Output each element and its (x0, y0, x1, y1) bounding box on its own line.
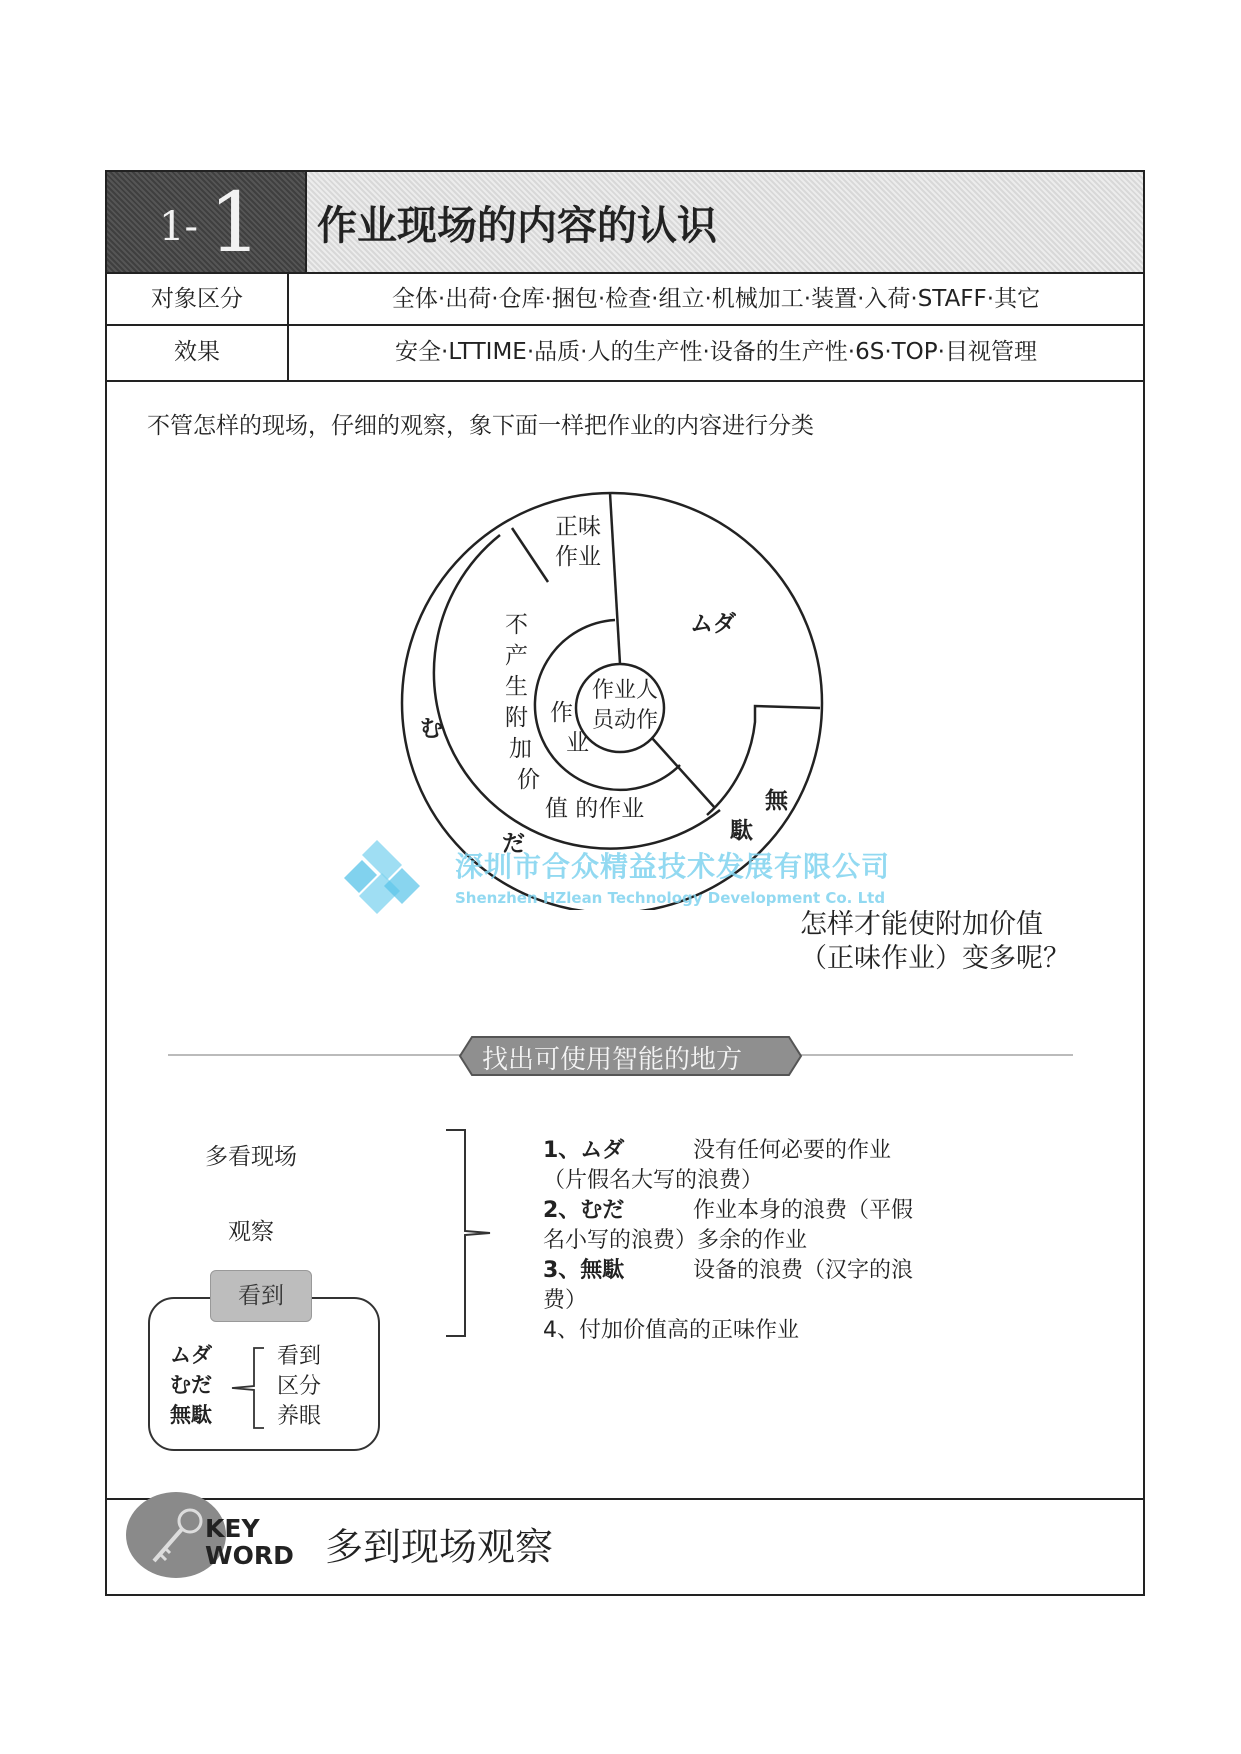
watermark-text-en: Shenzhen HZlean Technology Development Co. Ltd (455, 889, 886, 907)
observe-item-2: 观察 (228, 1219, 274, 1245)
keyword-text: 多到现场观察 (325, 1525, 554, 1569)
list-item-text: 作业本身的浪费（平假 (693, 1198, 914, 1223)
diagram-text: 附 (505, 705, 528, 731)
company-logo-icon (342, 838, 440, 918)
list-item-prefix: 3、無駄 (543, 1258, 625, 1283)
list-item (543, 1136, 913, 1166)
diagram-text: 员动作 (592, 708, 659, 733)
info-row-target (107, 272, 1143, 326)
keyword-divider (107, 1498, 1143, 1500)
info-row-label: 对象区分 (107, 274, 289, 326)
info-row-value: 安全·LTTIME·品质·人的生产性·设备的生产性·6S·TOP·目视管理 (395, 339, 1037, 365)
section-number-main: 1 (209, 176, 262, 271)
diagram-text: 作业人 (592, 678, 659, 703)
info-row-effect (107, 324, 1143, 382)
keyword-label-line: WORD (205, 1541, 294, 1570)
list-item-text: 设备的浪费（汉字的浪 (693, 1258, 914, 1283)
diagram-label-center (592, 676, 658, 736)
diagram-label-muda-hiragana-2: だ (502, 831, 525, 857)
diagram-label-muda-kanji-1: 無 (765, 788, 788, 814)
list-item-prefix: 1、ムダ (543, 1138, 625, 1163)
list-item-text: 没有任何必要的作业 (693, 1138, 892, 1163)
diagram-label-net-work (555, 512, 601, 572)
divider-line (512, 528, 548, 582)
diagram-label-work-1: 作 (550, 700, 573, 726)
question-line: 怎样才能使附加价值 (800, 909, 1043, 940)
diagram-label-non-value (505, 610, 540, 796)
page-title-bar (305, 172, 1143, 272)
large-brace-icon (440, 1128, 500, 1338)
divider-line (610, 493, 620, 664)
observe-item-1: 多看现场 (205, 1144, 297, 1170)
list-item-prefix: 4、付加价值高的正味作业 (543, 1318, 799, 1343)
list-item (543, 1316, 913, 1346)
question-line: （正味作业）变多呢？ (800, 943, 1070, 974)
key-icon (148, 1505, 208, 1569)
diagram-text: 产 (505, 643, 528, 669)
diagram-label-muda-katakana: ムダ (690, 611, 736, 637)
section-banner-text: 找出可使用智能的地方 (482, 1045, 743, 1075)
box-right-item: 区分 (277, 1374, 322, 1399)
diagram-label-work-2: 业 (566, 730, 589, 756)
box-right-list (277, 1342, 321, 1432)
box-left-item: 無駄 (170, 1403, 212, 1427)
keyword-label-line: KEY (205, 1514, 260, 1543)
list-item-prefix: 2、むだ (543, 1198, 625, 1223)
intro-text: 不管怎样的现场，仔细的观察，象下面一样把作业的内容进行分类 (147, 413, 814, 439)
divider-line (652, 738, 715, 808)
diagram-text: 价 (517, 767, 540, 793)
question-text (800, 908, 1070, 976)
muda-divider (707, 706, 820, 815)
watermark-text-cn: 深圳市合众精益技术发展有限公司 (455, 850, 891, 883)
list-item-continuation: （片假名大写的浪费） (543, 1168, 764, 1193)
section-number (107, 172, 305, 272)
info-row-label: 效果 (107, 326, 289, 382)
diagram-text: 作业 (555, 544, 601, 570)
list-item-continuation: 费） (543, 1288, 588, 1313)
page-title: 作业现场的内容的认识 (317, 202, 717, 249)
diagram-text: 加 (509, 736, 532, 762)
list-item-continuation: 名小写的浪费）多余的作业 (543, 1228, 808, 1253)
box-left-item: むだ (170, 1373, 212, 1397)
info-row-value: 全体·出荷·仓库·捆包·检查·组立·机械加工·装置·入荷·STAFF·其它 (391, 286, 1041, 312)
diagram-text: 不 (505, 612, 528, 638)
box-tab: 看到 (210, 1270, 312, 1322)
list-item (543, 1256, 913, 1286)
diagram-label-non-value-bottom: 值 的作业 (545, 796, 645, 822)
diagram-text: 生 (505, 674, 528, 700)
waste-list (543, 1136, 913, 1346)
section-number-prefix: 1- (159, 204, 198, 250)
box-left-item: ムダ (170, 1343, 212, 1367)
diagram-text: 正味 (555, 514, 601, 540)
box-left-list (170, 1340, 212, 1430)
info-divider (107, 380, 1143, 382)
diagram-label-muda-hiragana: む (420, 716, 443, 742)
box-right-item: 看到 (277, 1344, 322, 1369)
small-brace-icon (226, 1346, 266, 1430)
keyword-label (205, 1515, 294, 1569)
list-item (543, 1196, 913, 1226)
diagram-label-muda-kanji-2: 駄 (730, 818, 753, 844)
box-right-item: 养眼 (277, 1404, 322, 1429)
